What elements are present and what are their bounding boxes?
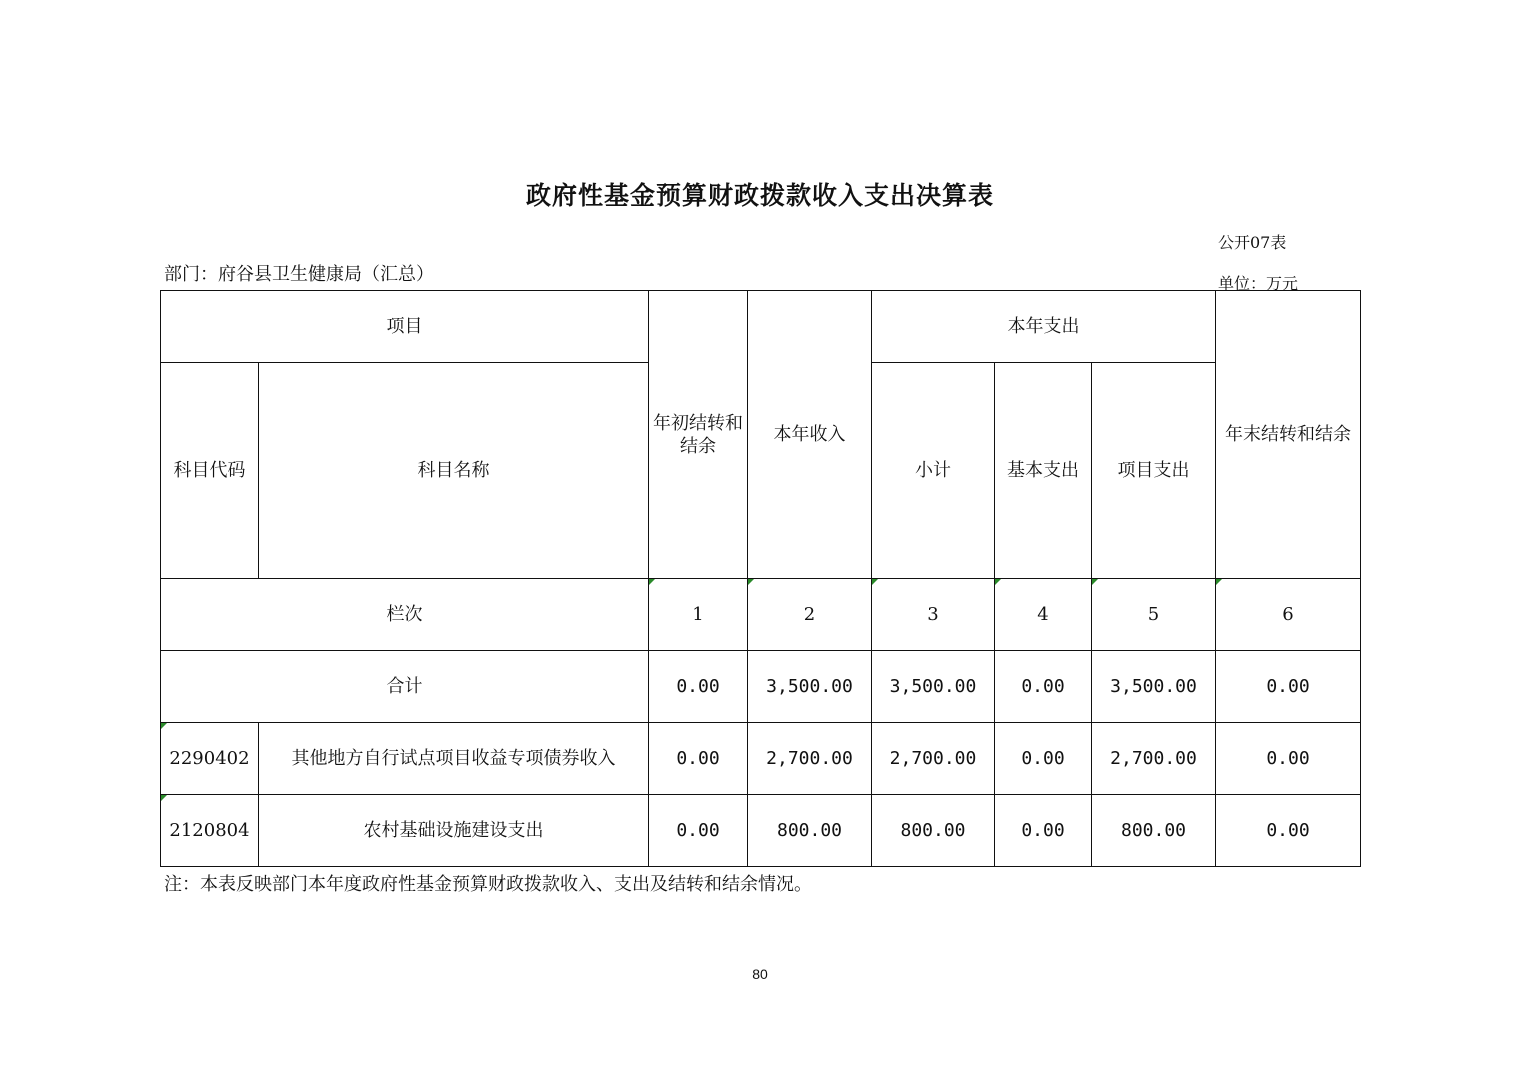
total-label: 合计: [161, 651, 649, 723]
column-index-cell: 6: [1216, 579, 1361, 651]
header-code: 科目代码: [161, 363, 259, 579]
column-index-label: 栏次: [161, 579, 649, 651]
row-project-expense: 2,700.00: [1092, 723, 1216, 795]
header-current-expense: 本年支出: [872, 291, 1216, 363]
total-subtotal: 3,500.00: [872, 651, 995, 723]
row-end-balance: 0.00: [1216, 723, 1361, 795]
column-index-cell: 4: [995, 579, 1092, 651]
table-row: [161, 723, 1361, 795]
header-item: 项目: [161, 291, 649, 363]
header-name: 科目名称: [259, 363, 649, 579]
total-basic-expense: 0.00: [995, 651, 1092, 723]
header-project-expense: 项目支出: [1092, 363, 1216, 579]
row-current-income: 800.00: [748, 795, 872, 867]
header-subtotal: 小计: [872, 363, 995, 579]
total-current-income: 3,500.00: [748, 651, 872, 723]
row-begin-balance: 0.00: [649, 795, 748, 867]
department-label: 部门：府谷县卫生健康局（汇总）: [164, 264, 434, 285]
row-name: 农村基础设施建设支出: [259, 795, 649, 867]
total-end-balance: 0.00: [1216, 651, 1361, 723]
page-number: 80: [752, 966, 768, 982]
column-index-cell: 1: [649, 579, 748, 651]
row-begin-balance: 0.00: [649, 723, 748, 795]
header-current-income: 本年收入: [748, 291, 872, 579]
row-current-income: 2,700.00: [748, 723, 872, 795]
row-subtotal: 2,700.00: [872, 723, 995, 795]
row-subtotal: 800.00: [872, 795, 995, 867]
row-basic-expense: 0.00: [995, 723, 1092, 795]
budget-table: [160, 290, 1361, 867]
column-index-row: [161, 579, 1361, 651]
row-project-expense: 800.00: [1092, 795, 1216, 867]
total-begin-balance: 0.00: [649, 651, 748, 723]
column-index-cell: 5: [1092, 579, 1216, 651]
row-end-balance: 0.00: [1216, 795, 1361, 867]
table-row: [161, 795, 1361, 867]
header-begin-balance: 年初结转和结余: [649, 291, 748, 579]
row-code: 2290402: [161, 723, 259, 795]
page-title: 政府性基金预算财政拨款收入支出决算表: [525, 181, 994, 210]
total-project-expense: 3,500.00: [1092, 651, 1216, 723]
column-index-cell: 3: [872, 579, 995, 651]
row-basic-expense: 0.00: [995, 795, 1092, 867]
header-end-balance: 年末结转和结余: [1216, 291, 1361, 579]
unit-label: 单位：万元: [1218, 274, 1299, 293]
row-code: 2120804: [161, 795, 259, 867]
total-row: [161, 651, 1361, 723]
table-note: 注：本表反映部门本年度政府性基金预算财政拨款收入、支出及结转和结余情况。: [164, 874, 812, 895]
column-index-cell: 2: [748, 579, 872, 651]
form-number: 公开07表: [1218, 233, 1287, 252]
row-name: 其他地方自行试点项目收益专项债券收入: [259, 723, 649, 795]
header-basic-expense: 基本支出: [995, 363, 1092, 579]
